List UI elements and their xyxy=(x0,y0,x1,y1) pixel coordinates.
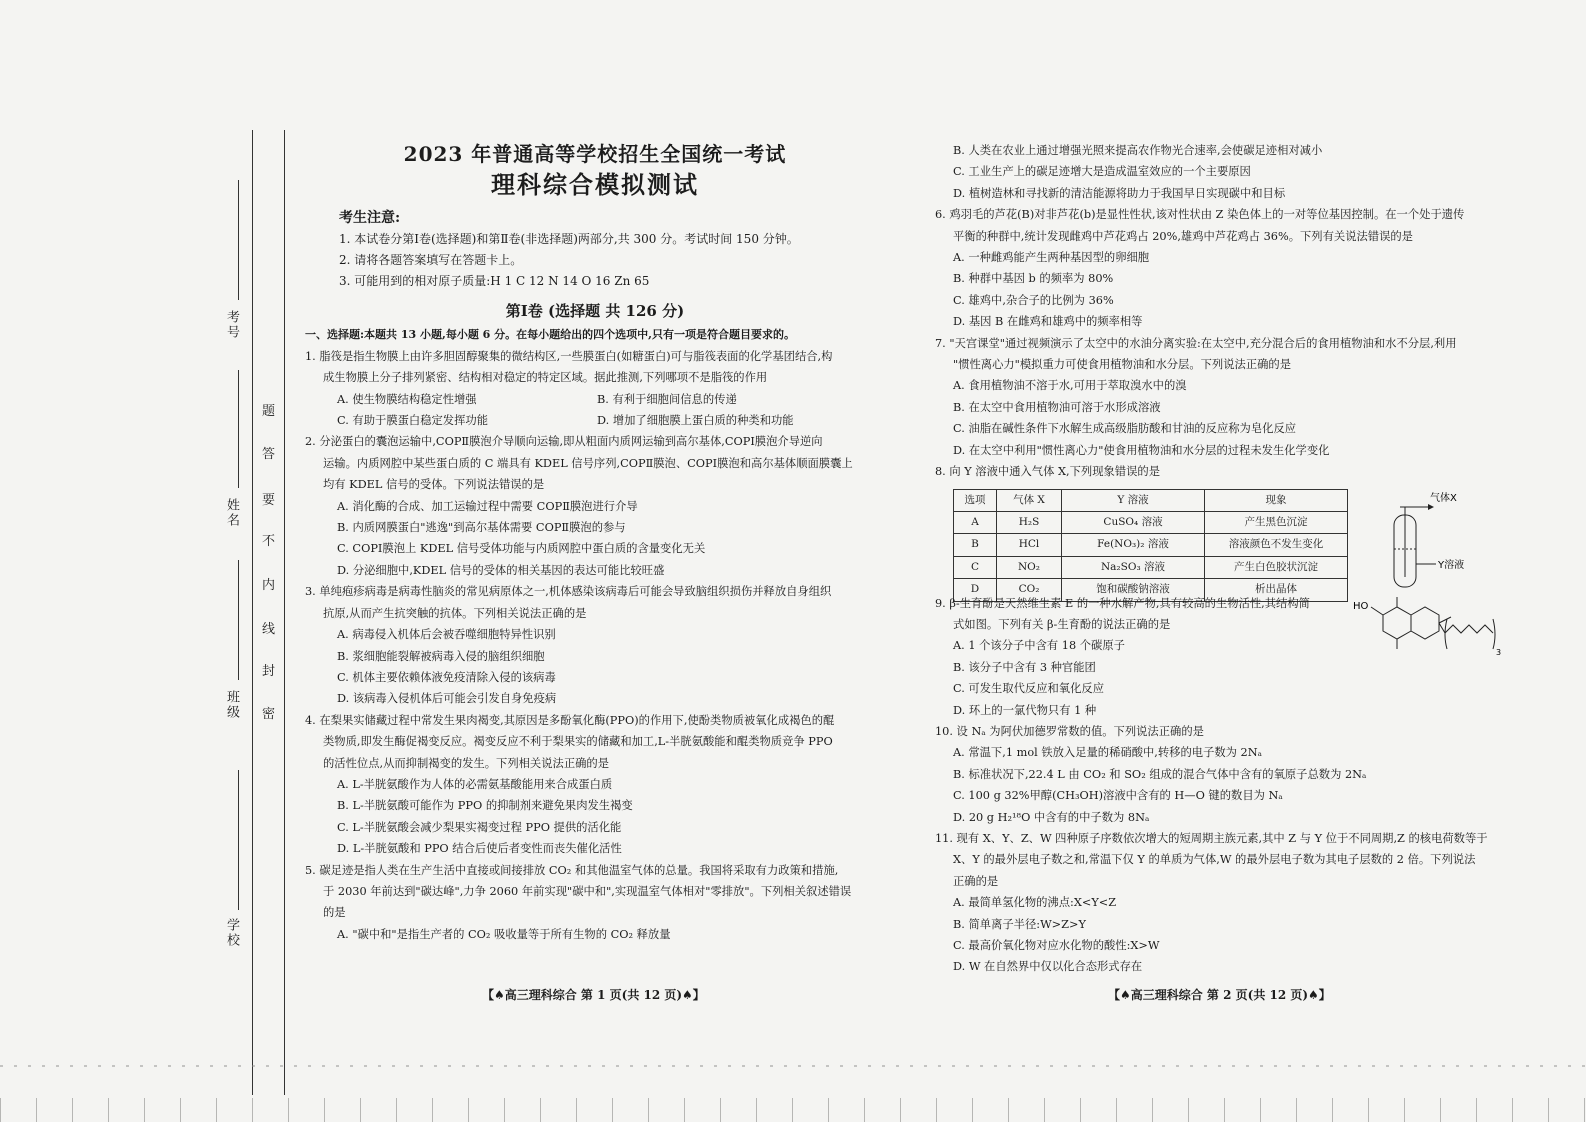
label-class: 班级 xyxy=(224,690,239,720)
page-footer-right: 【♠高三理科综合 第 2 页(共 12 页)♠】 xyxy=(1108,988,1331,1002)
option[interactable]: A. 最简单氢化物的沸点:X<Y<Z xyxy=(953,896,1117,910)
label-name: 姓名 xyxy=(224,498,239,528)
table-cell: CO₂ xyxy=(997,579,1062,601)
seal-char: 要 xyxy=(262,493,276,508)
option[interactable]: C. 雄鸡中,杂合子的比例为 36% xyxy=(953,293,1114,307)
label-exam-number: 考号 xyxy=(224,310,239,340)
table-cell: Na₂SO₃ 溶液 xyxy=(1062,556,1205,578)
question-8-stem: 8. 向 Y 溶液中通入气体 X,下列现象错误的是 xyxy=(935,465,1160,479)
question-4-stem: 的活性位点,从而抑制褐变的发生。下列相关说法正确的是 xyxy=(323,756,610,770)
question-7-stem: 7. "天宫课堂"通过视频演示了太空中的水油分离实验:在太空中,充分混合后的食用植物油和水不分层,利用 xyxy=(935,336,1457,350)
table-cell: Fe(NO₃)₂ 溶液 xyxy=(1062,534,1205,556)
question-1-stem: 1. 脂筏是指生物膜上由许多胆固醇聚集的微结构区,一些膜蛋白(如糖蛋白)可与脂筏表面的化学基团结合,构 xyxy=(305,349,833,363)
table-cell: 溶液颜色不发生变化 xyxy=(1205,534,1348,556)
exam-subtitle: 理科综合模拟测试 xyxy=(491,170,699,199)
question-6-stem: 平衡的种群中,统计发现雌鸡中芦花鸡占 20%,雄鸡中芦花鸡占 36%。下列有关说法错误的是 xyxy=(953,229,1413,243)
option[interactable]: D. 增加了细胞膜上蛋白质的种类和功能 xyxy=(597,414,794,428)
exam-title: 2023 年普通高等学校招生全国统一考试 xyxy=(403,142,787,166)
option[interactable]: A. 消化酶的合成、加工运输过程中需要 COPⅡ膜泡进行介导 xyxy=(337,499,638,513)
school-field[interactable] xyxy=(238,770,239,910)
exam-number-field[interactable] xyxy=(238,180,239,300)
table-row xyxy=(954,511,1348,533)
option[interactable]: A. 病毒侵入机体后会被吞噬细胞特异性识别 xyxy=(337,628,556,642)
option[interactable]: B. 简单离子半径:W>Z>Y xyxy=(953,917,1086,931)
table-cell: A xyxy=(954,511,997,533)
table-cell: 析出晶体 xyxy=(1205,579,1348,601)
question-3-stem: 3. 单纯疱疹病毒是病毒性脑炎的常见病原体之一,机体感染该病毒后可能会导致脑组织损伤并释放自身组织 xyxy=(305,585,832,599)
question-4-stem: 类物质,即发生酶促褐变反应。褐变反应不利于梨果实的储藏和加工,L-半胱氨酸能和醌类物质竞争 PPO xyxy=(323,735,833,749)
question-2-stem: 均有 KDEL 信号的受体。下列说法错误的是 xyxy=(323,478,545,492)
question-3-stem: 抗原,从而产生抗突触的抗体。下列相关说法正确的是 xyxy=(323,606,587,620)
option[interactable]: A. L-半胱氨酸作为人体的必需氨基酸能用来合成蛋白质 xyxy=(337,777,613,791)
option[interactable]: B. 内质网膜蛋白"逃逸"到高尔基体需要 COPⅡ膜泡的参与 xyxy=(337,521,626,535)
table-row xyxy=(954,534,1348,556)
scan-noise xyxy=(0,1098,1586,1122)
question-1-options xyxy=(305,410,885,431)
question-2-stem: 2. 分泌蛋白的囊泡运输中,COPⅡ膜泡介导顺向运输,即从粗面内质网运输到高尔基体,COPⅠ膜泡介导逆向 xyxy=(305,435,823,449)
table-row xyxy=(954,556,1348,578)
y-solution-label: Y溶液 xyxy=(1438,559,1465,571)
option[interactable]: D. 20 g H₂¹⁸O 中含有的中子数为 8Nₐ xyxy=(953,810,1150,824)
scan-noise xyxy=(0,1065,1586,1067)
table-cell: 饱和碳酸钠溶液 xyxy=(1062,579,1205,601)
seal-char: 题 xyxy=(262,404,276,419)
table-header: Y 溶液 xyxy=(1062,489,1205,511)
question-11-stem: X、Y 的最外层电子数之和,常温下仅 Y 的单质为气体,W 的最外层电子数为其电子层数的 2 倍。下列说法 xyxy=(953,853,1476,867)
option[interactable]: D. 基因 B 在雌鸡和雄鸡中的频率相等 xyxy=(953,315,1143,329)
section-heading: 一、选择题:本题共 13 小题,每小题 6 分。在每小题给出的四个选项中,只有一项是符合题目要求的。 xyxy=(305,328,795,342)
option[interactable]: B. L-半胱氨酸可能作为 PPO 的抑制剂来避免果肉发生褐变 xyxy=(337,799,633,813)
page-left xyxy=(305,140,885,945)
question-7-stem: "惯性离心力"模拟重力可使食用植物油和水分层。下列说法正确的是 xyxy=(953,358,1292,372)
label-school: 学校 xyxy=(224,918,239,948)
seal-char: 内 xyxy=(262,578,276,593)
gas-bubbling-apparatus xyxy=(1380,489,1500,593)
option[interactable]: D. 该病毒入侵机体后可能会引发自身免疫病 xyxy=(337,692,557,706)
option[interactable]: C. 100 g 32%甲醇(CH₃OH)溶液中含有的 H—O 键的数目为 Nₐ xyxy=(953,789,1283,803)
repeat-subscript: 3 xyxy=(1496,647,1502,657)
option[interactable]: A. 使生物膜结构稳定性增强 xyxy=(337,392,477,406)
notice-list xyxy=(305,229,885,292)
table-cell: HCl xyxy=(997,534,1062,556)
seal-char: 不 xyxy=(262,534,276,549)
question-5-stem: 于 2030 年前达到"碳达峰",力争 2060 年前实现"碳中和",实现温室气体相对"零排放"。下列相关叙述错误 xyxy=(323,884,852,898)
question-5-stem: 的是 xyxy=(323,906,346,920)
question-11-stem: 11. 现有 X、Y、Z、W 四种原子序数依次增大的短周期主族元素,其中 Z 与 Y 位于不同周期,Z 的核电荷数等于 xyxy=(935,831,1488,845)
table-cell: NO₂ xyxy=(997,556,1062,578)
option[interactable]: C. 油脂在碱性条件下水解生成高级脂肪酸和甘油的反应称为皂化反应 xyxy=(953,422,1297,436)
table-cell: B xyxy=(954,534,997,556)
option[interactable]: B. 该分子中含有 3 种官能团 xyxy=(953,660,1096,674)
option[interactable]: B. 人类在农业上通过增强光照来提高农作物光合速率,会使碳足迹相对减小 xyxy=(953,144,1323,157)
class-field[interactable] xyxy=(238,560,239,680)
binding-margin xyxy=(200,60,290,1040)
notice-item: 3. 可能用到的相对原子质量:H 1 C 12 N 14 O 16 Zn 65 xyxy=(339,274,650,289)
question-8-table xyxy=(953,489,1348,602)
seal-char: 答 xyxy=(262,447,276,462)
option[interactable]: C. 工业生产上的碳足迹增大是造成温室效应的一个主要原因 xyxy=(953,165,1251,179)
option[interactable]: C. 最高价氧化物对应水化物的酸性:X>W xyxy=(953,939,1160,952)
notice-heading: 考生注意: xyxy=(339,210,401,226)
option[interactable]: D. 植树造林和寻找新的清洁能源将助力于我国早日实现碳中和目标 xyxy=(953,186,1286,200)
table-cell: D xyxy=(954,579,997,601)
option[interactable]: D. L-半胱氨酸和 PPO 结合后使后者变性而丧失催化活性 xyxy=(337,842,622,856)
option[interactable]: A. "碳中和"是指生产者的 CO₂ 吸收量等于所有生物的 CO₂ 释放量 xyxy=(337,927,671,941)
option[interactable]: D. 分泌细胞中,KDEL 信号的受体的相关基因的表达可能比较旺盛 xyxy=(337,563,665,577)
question-11-stem: 正确的是 xyxy=(953,874,999,888)
option[interactable]: C. 有助于膜蛋白稳定发挥功能 xyxy=(337,414,488,428)
table-header: 选项 xyxy=(954,489,997,511)
option[interactable]: C. COPⅠ膜泡上 KDEL 信号受体功能与内质网腔中蛋白质的含量变化无关 xyxy=(337,542,706,556)
question-4-stem: 4. 在梨果实储藏过程中常发生果肉褐变,其原因是多酚氧化酶(PPO)的作用下,使酚类物质被氧化成褐色的醌 xyxy=(305,713,835,727)
question-9-stem: 9. β-生育酚是天然维生素 E 的一种水解产物,具有较高的生物活性,其结构简 xyxy=(935,596,1310,610)
question-1-options xyxy=(305,389,885,410)
question-6-stem: 6. 鸡羽毛的芦花(B)对非芦花(b)是显性性状,该对性状由 Z 染色体上的一对等位基因控制。在一个处于遗传 xyxy=(935,208,1465,222)
option[interactable]: A. 食用植物油不溶于水,可用于萃取溴水中的溴 xyxy=(953,379,1187,393)
seal-char: 线 xyxy=(262,622,276,637)
option[interactable]: B. 有利于细胞间信息的传递 xyxy=(597,392,737,406)
option[interactable]: B. 种群中基因 b 的频率为 80% xyxy=(953,272,1114,286)
option[interactable]: D. 在太空中利用"惯性离心力"使食用植物油和水分层的过程未发生化学变化 xyxy=(953,443,1330,457)
beta-tocopherol-structure xyxy=(1353,593,1503,665)
hydroxyl-label: HO xyxy=(1353,600,1369,612)
notice-item: 1. 本试卷分第Ⅰ卷(选择题)和第Ⅱ卷(非选择题)两部分,共 300 分。考试时间 150 分钟。 xyxy=(339,232,799,247)
binding-line-outer xyxy=(252,130,253,1095)
notice-item: 2. 请将各题答案填写在答题卡上。 xyxy=(339,253,523,268)
seal-char: 密 xyxy=(262,707,276,722)
option[interactable]: B. 浆细胞能裂解被病毒入侵的脑组织细胞 xyxy=(337,649,545,663)
option[interactable]: D. W 在自然界中仅以化合态形式存在 xyxy=(953,960,1143,974)
question-1-stem: 成生物膜上分子排列紧密、结构相对稳定的特定区域。据此推测,下列哪项不是脂筏的作用 xyxy=(323,371,768,385)
option[interactable]: A. 一种雌鸡能产生两种基因型的卵细胞 xyxy=(953,251,1150,265)
table-cell: 产生白色胶状沉淀 xyxy=(1205,556,1348,578)
table-cell: 产生黑色沉淀 xyxy=(1205,511,1348,533)
table-header: 现象 xyxy=(1205,489,1348,511)
option[interactable]: B. 标准状况下,22.4 L 由 CO₂ 和 SO₂ 组成的混合气体中含有的氧原子总数为 2Nₐ xyxy=(953,767,1367,781)
question-10-stem: 10. 设 Nₐ 为阿伏加德罗常数的值。下列说法正确的是 xyxy=(935,724,1204,738)
table-cell: H₂S xyxy=(997,511,1062,533)
name-field[interactable] xyxy=(238,370,239,488)
binding-line-inner xyxy=(284,130,285,1095)
option[interactable]: C. 机体主要依赖体液免疫清除入侵的该病毒 xyxy=(337,670,556,684)
option[interactable]: A. 1 个该分子中含有 18 个碳原子 xyxy=(953,639,1125,653)
question-9-stem: 式如图。下列有关 β-生育酚的说法正确的是 xyxy=(953,617,1171,631)
option[interactable]: C. L-半胱氨酸会减少梨果实褐变过程 PPO 提供的活化能 xyxy=(337,820,622,834)
option[interactable]: B. 在太空中食用植物油可溶于水形成溶液 xyxy=(953,400,1161,414)
table-header-row xyxy=(954,489,1348,511)
page-right xyxy=(935,140,1510,978)
table-cell: C xyxy=(954,556,997,578)
question-5-stem: 5. 碳足迹是指人类在生产生活中直接或间接排放 CO₂ 和其他温室气体的总量。我国将采取有力政策和措施, xyxy=(305,863,839,877)
page-footer-left: 【♠高三理科综合 第 1 页(共 12 页)♠】 xyxy=(482,988,705,1002)
table-header: 气体 X xyxy=(997,489,1062,511)
option[interactable]: C. 可发生取代反应和氧化反应 xyxy=(953,682,1104,696)
gas-x-label: 气体X xyxy=(1430,492,1457,504)
volume-heading: 第Ⅰ卷 (选择题 共 126 分) xyxy=(505,302,685,321)
table-cell: CuSO₄ 溶液 xyxy=(1062,511,1205,533)
option[interactable]: A. 常温下,1 mol 铁放入足量的稀硝酸中,转移的电子数为 2Nₐ xyxy=(953,746,1262,760)
question-2-stem: 运输。内质网腔中某些蛋白质的 C 端具有 KDEL 信号序列,COPⅡ膜泡、COPⅠ膜泡和高尔基体顺面膜囊上 xyxy=(323,456,853,470)
option[interactable]: D. 环上的一氯代物只有 1 种 xyxy=(953,703,1097,717)
seal-char: 封 xyxy=(262,664,276,679)
